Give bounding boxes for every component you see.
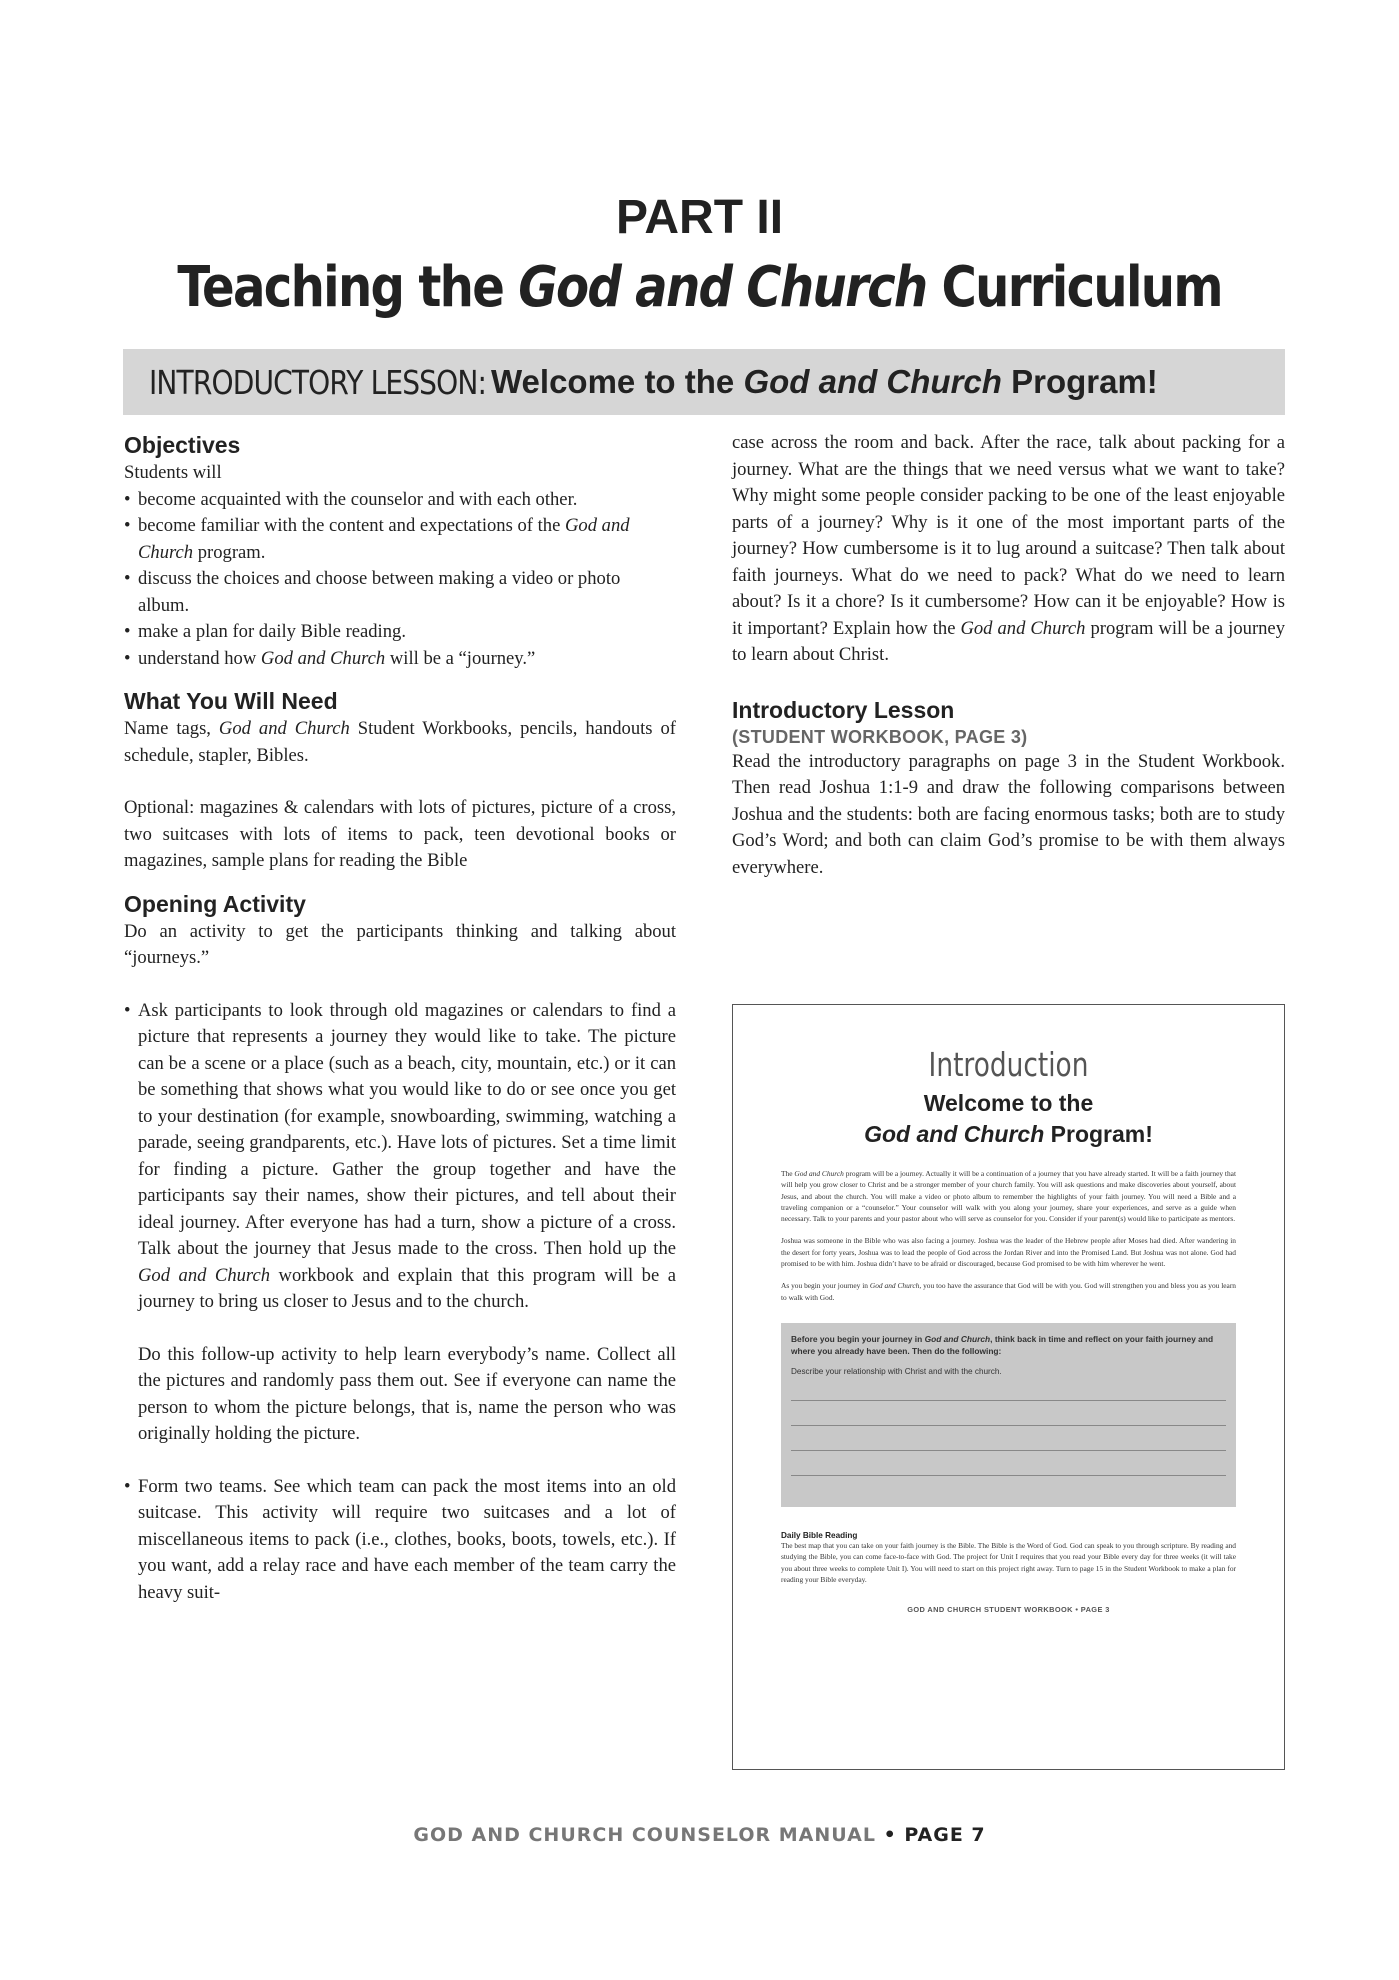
list-item: • discuss the choices and choose between making a video or photo album. — [124, 566, 676, 619]
daily-bible-reading-text: The best map that you can take on your faith journey is the Bible. The Bible is the Word of God. God can speak to you through scripture. By reading and studying the Bible, you can come face-to-face with God. The project for Unit I requires that you read your Bible every day for three weeks (it will take you about three weeks to complete Unit I). You will need to start on this project right away. Turn to page 15 in the Student Workbook to make a plan for reading your Bible everyday. — [781, 1540, 1236, 1584]
objectives-intro: Students will — [124, 462, 222, 483]
continued-pre: case across the room and back. After the race, talk about packing for a journey. What are the things that we need versus what we want to take? Why might some people consider packing to be one of the least enjoyable parts of a journey? Why is it one of the most important parts of the journey? How cumbersome is it to lug around a suitcase? Then talk about faith journeys. What do we need to pack? What do we need to learn about? Is it a chore? Is it cumbersome? How can it be enjoyable? How is it important? Explain how the — [732, 432, 1285, 639]
opening-bullet-2: • Form two teams. See which team can pack the most items into an old suitcase. This activity will require two suitcases and a lot of miscellaneous items to pack (i.e., clothes, books, boots, towels, etc.). If you want, add a relay race and have each member of the team carry the heavy suit- — [124, 1474, 676, 1607]
opening-bullet-1 — [124, 998, 676, 1316]
inset-subtitle-1: Welcome to the — [923, 1090, 1094, 1116]
objectives-list — [124, 487, 676, 673]
list-item-text: become familiar with the content and expectations of the — [138, 515, 561, 536]
list-item-tail: program. — [193, 541, 266, 563]
reflection-pre: Before you begin your journey in — [791, 1333, 925, 1344]
optional-paragraph: Optional: magazines & calendars with lots of pictures, picture of a cross, two suitcases with lots of items to pack, teen devotional books or magazines, sample plans for reading the Bible — [124, 797, 676, 871]
inset-p3-post: , you too have the assurance that God will be with you. God will strengthen you and bless you as you learn to walk with God. — [781, 1281, 1236, 1302]
inset-subtitle-post: Program! — [1044, 1121, 1153, 1147]
intro-lesson-subheading: (STUDENT WORKBOOK, PAGE 3) — [732, 726, 1028, 747]
reflection-post: , think back in time and reflect on your faith journey and where you already have been. Then do the following: — [791, 1333, 1214, 1356]
answer-line — [791, 1376, 1226, 1401]
continued-paragraph — [732, 430, 1285, 669]
inset-p1-post: program will be a journey. Actually it will be a continuation of a journey that you have already started. It will be a faith journey that will help you grow closer to Christ and be a stronger member of your church family. You will ask questions and make discoveries about yourself, about Jesus, and about the church. You will make a video or photo album to remember the highlights of your faith journey. You will need a Bible and a traveling companion or a “counselor.” Your counselor will walk with you along your journey, share your experiences, and serve as a guide when necessary. Talk to your parents and your pastor about who will serve as counselor for you. Consider if your parent(s) would like to participate as mentors. — [781, 1169, 1237, 1224]
list-item-italic: God and Church — [138, 515, 630, 563]
inset-footer: GOD AND CHURCH STUDENT WORKBOOK • PAGE 3 — [907, 1605, 1110, 1615]
lesson-banner-pre: Welcome to the — [491, 363, 744, 400]
reflection-box-prompt: Describe your relationship with Christ and with the church. — [791, 1366, 1002, 1376]
bullet-pre: Ask participants to look through old magazines or calendars to find a picture that represents a journey they would like to take. The picture can be a scene or a place (such as a beach, city, mountain, etc.) or it can be something that shows what you would like to do or see once you get to your destination (for example, snowboarding, swimming, watching a parade, seeing grandparents, etc.). Have lots of pictures. Set a time limit for finding a picture. Gather the group together and have the participants say their names, show their pictures, and tell about their ideal journey. After everyone has had a turn, show a picture of a cross. Talk about the journey that Jesus made to the cross. Then hold up the — [138, 999, 676, 1259]
bullet-italic: God and Church — [138, 1264, 271, 1286]
inset-p1-pre: The — [781, 1169, 795, 1178]
inset-paragraph-2: Joshua was someone in the Bible who was also facing a journey. Joshua was the leader of the Hebrew people after Moses had died. After wandering in the desert for forty years, Joshua was to lead the people of God across the Jordan River and into the Promised Land. But Joshua was not alone. God had promised to be with him. Joshua didn’t have to be afraid or discouraged, because God promised to be with him wherever he went. — [781, 1236, 1236, 1269]
continued-post: program will be a journey to learn about Christ. — [732, 617, 1285, 665]
footer-manual: GOD AND CHURCH COUNSELOR MANUAL — [413, 1824, 876, 1846]
right-column — [732, 430, 1285, 881]
opening-heading: Opening Activity — [124, 890, 306, 917]
list-item — [124, 646, 676, 673]
inset-subtitle-2 — [733, 1121, 1284, 1148]
answer-line — [791, 1401, 1226, 1426]
daily-bible-reading-heading: Daily Bible Reading — [781, 1530, 858, 1540]
need-italic: God and Church — [218, 718, 350, 739]
inset-subtitle-italic: God and Church — [864, 1121, 1045, 1147]
lesson-banner-title — [491, 363, 1158, 401]
opening-intro: Do an activity to get the participants thinking and talking about “journeys.” — [124, 920, 676, 968]
list-item: • make a plan for daily Bible reading. — [124, 619, 676, 646]
page-footer — [0, 1824, 1399, 1846]
lesson-banner-post: Program! — [1001, 363, 1158, 400]
inset-p3-pre: As you begin your journey in — [781, 1281, 870, 1291]
title-pre: Teaching the — [177, 255, 519, 320]
intro-lesson-text: Read the introductory paragraphs on page 3 in the Student Workbook. Then read Joshua 1:1-9 and draw the following comparisons between Joshua and the students: both are facing enormous tasks; both are to study God’s Word; and both can claim God’s promise to be with them always everywhere. — [732, 750, 1285, 878]
lesson-banner-prefix: INTRODUCTORY LESSON: — [149, 362, 487, 402]
need-heading: What You Will Need — [124, 688, 338, 714]
inset-paragraph-1 — [781, 1168, 1236, 1224]
answer-line — [791, 1426, 1226, 1451]
footer-bullet: • — [883, 1824, 897, 1846]
objectives-heading: Objectives — [124, 432, 241, 458]
page-title — [98, 255, 1301, 320]
list-item-tail: will be a “journey.” — [385, 647, 536, 669]
reflection-box — [781, 1323, 1236, 1507]
list-item-text: understand how — [138, 647, 257, 669]
inset-title: Introduction — [928, 1045, 1089, 1084]
list-item: • become acquainted with the counselor and with each other. — [124, 487, 676, 514]
inset-paragraph-3 — [781, 1280, 1236, 1303]
reflection-box-heading — [791, 1333, 1226, 1357]
title-italic: God and Church — [518, 255, 927, 320]
list-item-italic: God and Church — [260, 647, 386, 669]
need-pre: Name tags, — [124, 718, 219, 739]
bullet-post: workbook and explain that this program will be a journey to bring us closer to Jesus and to the church. — [138, 1264, 676, 1312]
title-post: Curriculum — [926, 255, 1222, 320]
need-paragraph — [124, 716, 676, 769]
part-title: PART II — [615, 191, 784, 244]
need-post: Student Workbooks, pencils, handouts of schedule, stapler, Bibles. — [124, 718, 676, 766]
reflection-italic: God and Church — [924, 1333, 991, 1344]
inset-p1-italic: God and Church — [794, 1169, 844, 1178]
answer-line — [791, 1451, 1226, 1476]
workbook-page-inset — [732, 1004, 1285, 1770]
left-column — [124, 430, 676, 1606]
followup-paragraph: Do this follow-up activity to help learn everybody’s name. Collect all the pictures and randomly pass them out. See if everyone can name the person to whom the picture belongs, that is, name the person who was originally holding the picture. — [138, 1343, 676, 1444]
intro-lesson-heading: Introductory Lesson — [732, 696, 955, 723]
footer-page-number: PAGE 7 — [904, 1824, 986, 1846]
lesson-banner-italic: God and Church — [743, 363, 1002, 400]
inset-p3-italic: God and Church — [869, 1281, 920, 1291]
continued-italic: God and Church — [960, 617, 1086, 639]
lesson-banner — [123, 349, 1285, 415]
list-item — [124, 513, 676, 566]
